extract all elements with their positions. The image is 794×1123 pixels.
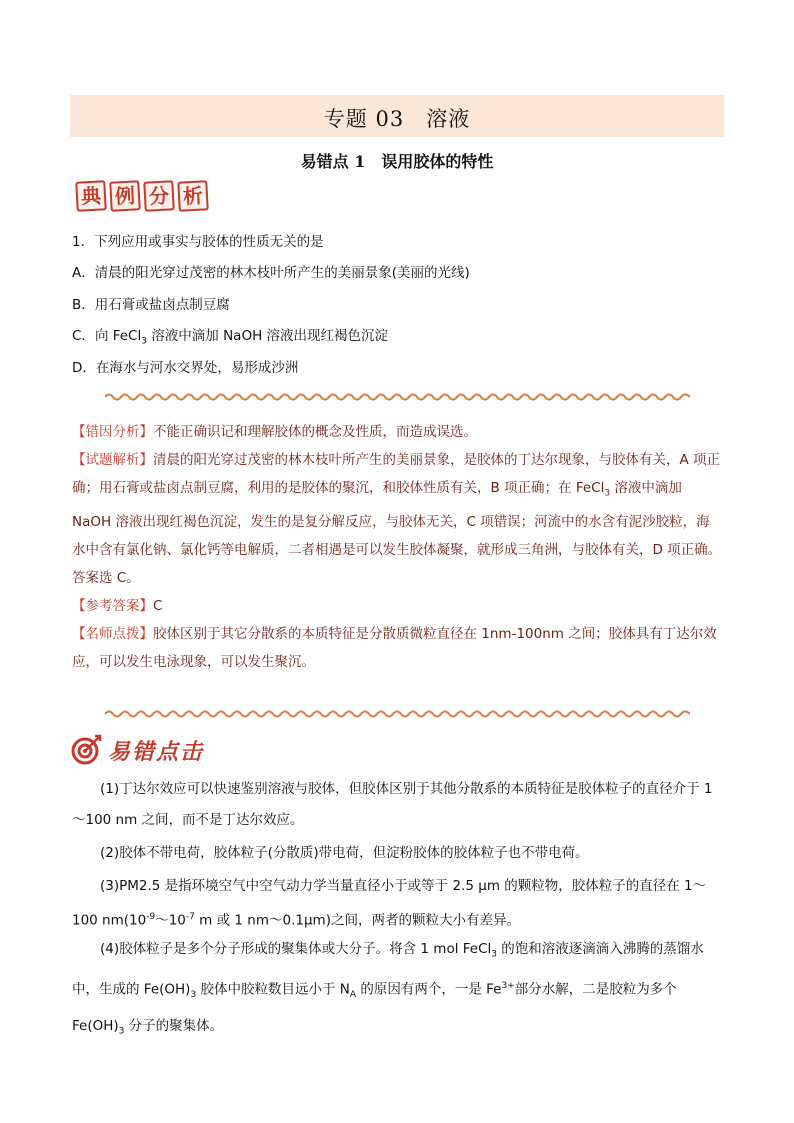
wavy-divider — [105, 709, 690, 719]
question-stem: 1．下列应用或事实与胶体的性质无关的是 — [72, 234, 324, 250]
error-analysis: 【错因分析】不能正确识记和理解胶体的概念及性质，而造成误选。 — [72, 424, 477, 440]
stamp-char: 分 — [143, 180, 175, 212]
tip-paragraph-1: (1)丁达尔效应可以快速鉴别溶液与胶体，但胶体区别于其他分散系的本质特征是胶体粒子的直径介于 1～100 nm 之间，而不是丁达尔效应。 — [72, 781, 713, 828]
page-title: 专题 03 溶液 — [323, 107, 471, 131]
tip-paragraph-4: (4)胶体粒子是多个分子形成的聚集体或大分子。将含 1 mol FeCl$_3$ 的饱和溶液逐滴滴入沸腾的蒸馏水中，生成的 $Fe(OH)_3$ 胶体中胶粒数目远小于 $N_A$ 的原因有两个，一是 $Fe^{3+}$部分水解，二是胶粒为多个 $Fe(OH)_3$ 分子的聚集体。 — [72, 941, 704, 1037]
common-errors-title: 易错点击 — [108, 739, 205, 765]
stamp-char: 典 — [75, 180, 107, 212]
target-icon — [70, 734, 102, 766]
stamp-char: 析 — [177, 180, 209, 212]
section-subtitle: 易错点 1 误用胶体的特性 — [300, 152, 494, 171]
option-a: A．清晨的阳光穿过茂密的林木枝叶所产生的美丽景象(美丽的光线) — [72, 265, 470, 281]
common-errors-header — [70, 733, 204, 767]
stamp-char: 例 — [109, 180, 141, 212]
option-b: B．用石膏或盐卤点制豆腐 — [72, 297, 230, 313]
example-analysis-stamps — [76, 181, 208, 211]
wavy-divider — [105, 392, 690, 402]
option-d: D．在海水与河水交界处，易形成沙洲 — [72, 360, 299, 376]
option-c: C．向 FeCl$_3$ 溶液中滴加 NaOH 溶液出现红褐色沉淀 — [72, 328, 389, 347]
analysis-block — [72, 418, 722, 676]
question-explanation: 【试题解析】清晨的阳光穿过茂密的林木枝叶所产生的美丽景象，是胶体的丁达尔现象，与胶体有关，A 项正确；用石膏或盐卤点制豆腐，利用的是胶体的聚沉，和胶体性质有关，B 项正确；在 FeCl$_3$ 溶液中滴加 NaOH 溶液出现红褐色沉淀，发生的是复分解反应，与胶体无关，C 项错误；河流中的水含有泥沙胶粒，海水中含有氯化钠、氯化钙等电解质，二者相遇是可以发生胶体凝聚，就形成三角洲，与胶体有关，D 项正确。答案选 C。 — [72, 452, 722, 586]
tip-paragraph-3: (3)PM2.5 是指环境空气中空气动力学当量直径小于或等于 2.5 μm 的颗粒物，胶体粒子的直径在 1～100 $nm(10^{-9}\sim 10^{-7}$ m 或 1 nm～0.1μm)之间，两者的颗粒大小有差异。 — [72, 878, 707, 929]
tip-paragraph-2: (2)胶体不带电荷，胶体粒子(分散质)带电荷，但淀粉胶体的胶体粒子也不带电荷。 — [100, 845, 589, 861]
teacher-tip: 【名师点拨】胶体区别于其它分散系的本质特征是分散质微粒直径在 1nm-100nm 之间；胶体具有丁达尔效应，可以发生电泳现象，可以发生聚沉。 — [72, 625, 717, 670]
reference-answer: 【参考答案】C — [72, 597, 163, 614]
